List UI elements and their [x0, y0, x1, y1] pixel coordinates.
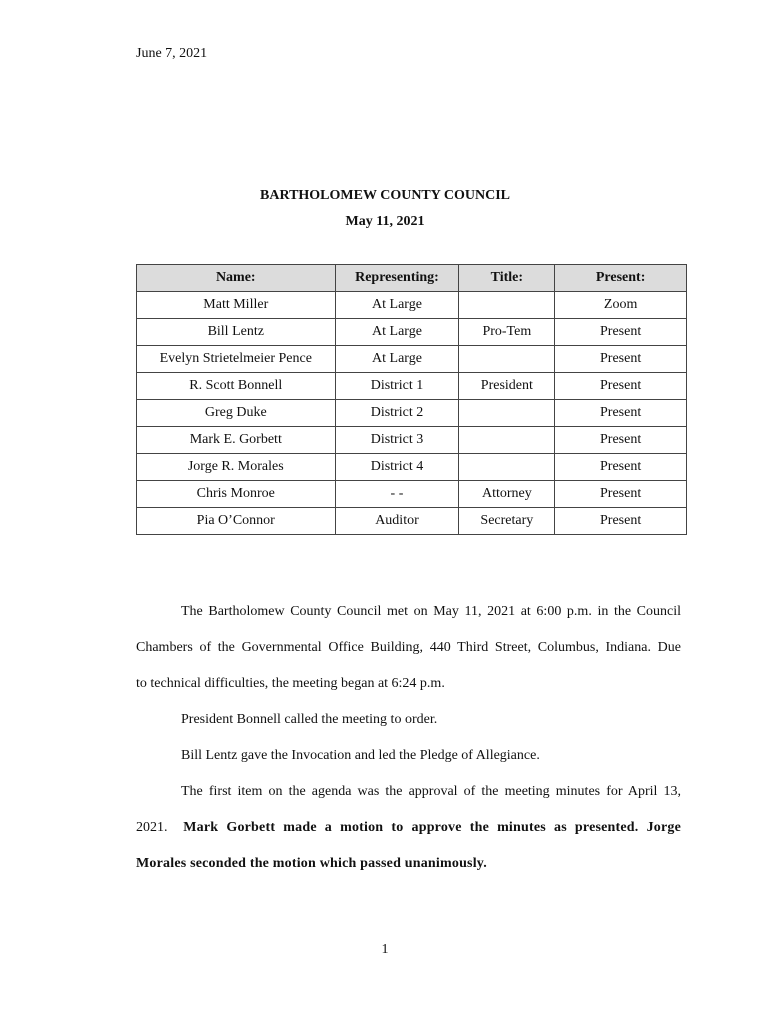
cell-representing: - -: [335, 481, 459, 508]
minutes-body: [136, 594, 681, 882]
cell-present: Present: [555, 481, 687, 508]
cell-representing: Auditor: [335, 508, 459, 535]
header-date: June 7, 2021: [136, 46, 208, 61]
header-name: Name:: [137, 265, 336, 292]
cell-name: R. Scott Bonnell: [137, 373, 336, 400]
cell-present: Present: [555, 508, 687, 535]
header-representing: Representing:: [335, 265, 459, 292]
cell-present: Present: [555, 346, 687, 373]
cell-title: Secretary: [459, 508, 555, 535]
cell-present: Zoom: [555, 292, 687, 319]
cell-present: Present: [555, 454, 687, 481]
motion-text: Mark Gorbett made a motion to approve the minutes as presented. Jorge: [183, 820, 682, 835]
paragraph-line: The first item on the agenda was the approval of the meeting minutes for April 13,: [181, 784, 681, 799]
cell-representing: District 3: [335, 427, 459, 454]
header-present: Present:: [555, 265, 687, 292]
table-row: [137, 454, 687, 481]
cell-present: Present: [555, 400, 687, 427]
document-title: BARTHOLOMEW COUNTY COUNCIL: [260, 188, 510, 203]
cell-title: Attorney: [459, 481, 555, 508]
paragraph-line: [136, 810, 681, 846]
cell-name: Bill Lentz: [137, 319, 336, 346]
cell-representing: At Large: [335, 319, 459, 346]
cell-name: Matt Miller: [137, 292, 336, 319]
cell-title: [459, 454, 555, 481]
table-row: [137, 481, 687, 508]
table-row: [137, 373, 687, 400]
cell-present: Present: [555, 373, 687, 400]
cell-name: Evelyn Strietelmeier Pence: [137, 346, 336, 373]
table-row: [137, 400, 687, 427]
cell-representing: District 4: [335, 454, 459, 481]
cell-representing: District 1: [335, 373, 459, 400]
table-header-row: [137, 265, 687, 292]
attendance-table: [136, 264, 687, 535]
cell-title: [459, 346, 555, 373]
cell-present: Present: [555, 319, 687, 346]
cell-title: [459, 292, 555, 319]
cell-representing: At Large: [335, 346, 459, 373]
cell-title: [459, 427, 555, 454]
table-row: [137, 427, 687, 454]
cell-representing: District 2: [335, 400, 459, 427]
paragraph-line: to technical difficulties, the meeting began at 6:24 p.m.: [136, 676, 445, 691]
cell-name: Pia O’Connor: [137, 508, 336, 535]
table-row: [137, 319, 687, 346]
paragraph-line: The Bartholomew County Council met on May 11, 2021 at 6:00 p.m. in the Council: [181, 604, 681, 619]
cell-name: Jorge R. Morales: [137, 454, 336, 481]
title-block: [0, 187, 770, 239]
table-row: [137, 508, 687, 535]
cell-title: Pro-Tem: [459, 319, 555, 346]
cell-name: Greg Duke: [137, 400, 336, 427]
cell-title: [459, 400, 555, 427]
cell-name: Chris Monroe: [137, 481, 336, 508]
text-span: 2021.: [136, 820, 168, 835]
cell-present: Present: [555, 427, 687, 454]
table-row: [137, 346, 687, 373]
table-row: [137, 292, 687, 319]
header-title: Title:: [459, 265, 555, 292]
page-number: 1: [381, 942, 389, 957]
paragraph-invocation: Bill Lentz gave the Invocation and led the Pledge of Allegiance.: [181, 748, 540, 763]
paragraph-call-to-order: President Bonnell called the meeting to order.: [181, 712, 438, 727]
meeting-date: May 11, 2021: [345, 214, 425, 229]
paragraph-line: Chambers of the Governmental Office Building, 440 Third Street, Columbus, Indiana. Due: [136, 640, 681, 655]
cell-name: Mark E. Gorbett: [137, 427, 336, 454]
cell-representing: At Large: [335, 292, 459, 319]
motion-text: Morales seconded the motion which passed unanimously.: [136, 856, 487, 871]
cell-title: President: [459, 373, 555, 400]
